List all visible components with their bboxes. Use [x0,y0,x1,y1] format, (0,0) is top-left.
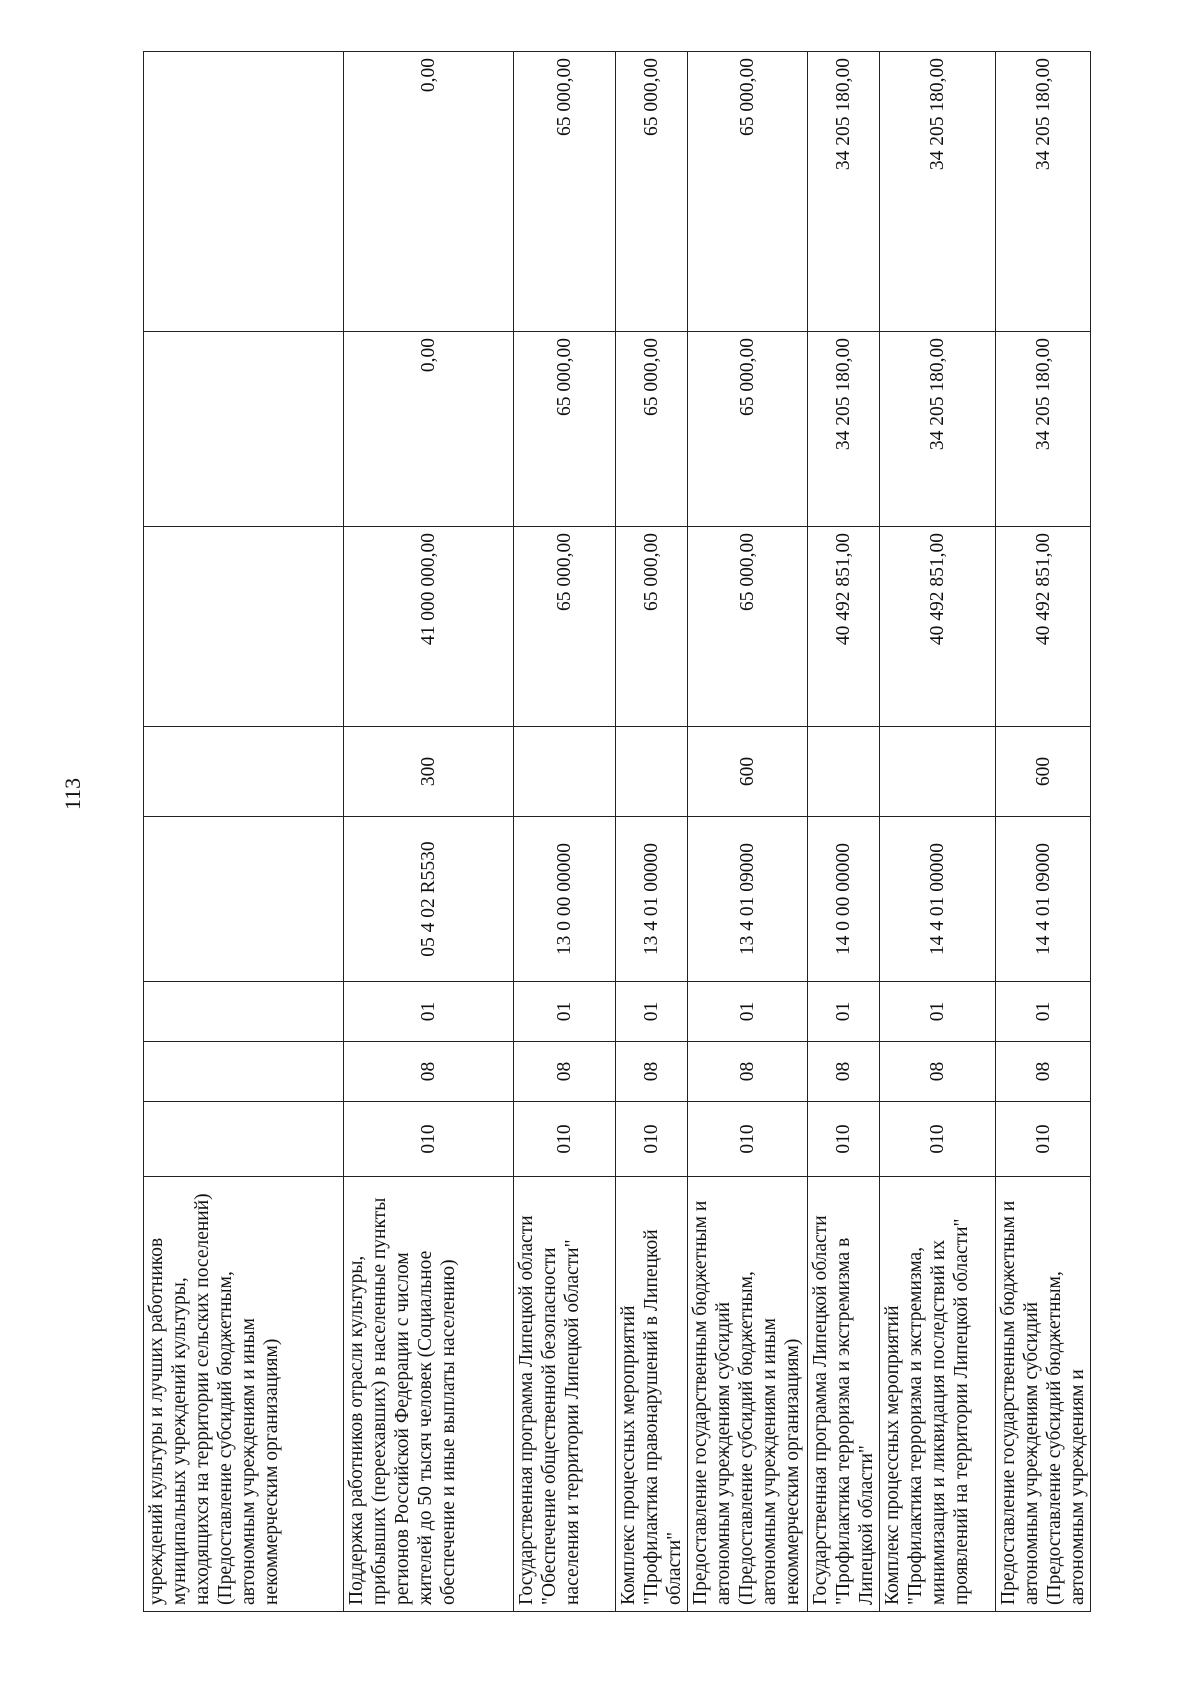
row-name-cell: Предоставление государственным бюджетным и автономным учреждениям субсидий (Предоставление субсидий бюджетным, автономным учреждениям и [996,1177,1091,1612]
amount-cell-2: 34 205 180,00 [880,332,996,527]
budget-table [143,51,1091,1612]
expense-type-cell: 300 [344,727,514,817]
expense-type-cell: 600 [688,727,808,817]
table-row [688,52,808,1612]
amount-cell-3: 65 000,00 [514,52,616,332]
expense-type-cell [144,727,344,817]
expense-type-cell: 600 [996,727,1091,817]
amount-cell-1: 65 000,00 [514,527,616,727]
ministry-code-cell: 010 [996,1102,1091,1177]
amount-cell-1: 40 492 851,00 [808,527,880,727]
amount-cell-2: 34 205 180,00 [808,332,880,527]
ministry-code-cell: 010 [514,1102,616,1177]
row-name-cell: Поддержка работников отрасли культуры, прибывших (переехавших) в населенные пункты регионов Российской Федерации с числом жителей до 50 тысяч человек (Социальное обеспечение и иные выплаты населению) [344,1177,514,1612]
page-number: 113 [60,777,85,810]
row-name-cell: Государственная программа Липецкой области "Обеспечение общественной безопасности населения и территории Липецкой области" [514,1177,616,1612]
amount-cell-3: 34 205 180,00 [996,52,1091,332]
target-article-cell: 13 0 00 00000 [514,817,616,982]
row-name-cell: учреждений культуры и лучших работников муниципальных учреждений культуры, находящихся на территории сельских поселений) (Предоставление субсидий бюджетным, автономным учреждениям и иным некоммерческим организациям) [144,1177,344,1612]
section-code-cell [144,1042,344,1102]
expense-type-cell [514,727,616,817]
amount-cell-2: 65 000,00 [514,332,616,527]
amount-cell-3: 34 205 180,00 [808,52,880,332]
amount-cell-1: 40 492 851,00 [996,527,1091,727]
section-code-cell: 08 [616,1042,688,1102]
table-row [344,52,514,1612]
expense-type-cell [808,727,880,817]
subsection-code-cell: 01 [514,982,616,1042]
row-name-cell: Предоставление государственным бюджетным и автономным учреждениям субсидий (Предоставление субсидий бюджетным, автономным учреждениям и иным некоммерческим организациям) [688,1177,808,1612]
amount-cell-1: 65 000,00 [688,527,808,727]
amount-cell-1: 65 000,00 [616,527,688,727]
ministry-code-cell: 010 [880,1102,996,1177]
target-article-cell: 14 4 01 09000 [996,817,1091,982]
subsection-code-cell: 01 [616,982,688,1042]
expense-type-cell [616,727,688,817]
target-article-cell: 05 4 02 R5530 [344,817,514,982]
rotated-page-content [143,52,1088,1612]
budget-table-body [144,52,1091,1612]
subsection-code-cell: 01 [996,982,1091,1042]
subsection-code-cell: 01 [808,982,880,1042]
table-row [616,52,688,1612]
table-row [880,52,996,1612]
amount-cell-2: 65 000,00 [616,332,688,527]
subsection-code-cell: 01 [880,982,996,1042]
target-article-cell: 13 4 01 00000 [616,817,688,982]
row-name-cell: Комплекс процессных мероприятий "Профилактика терроризма и экстремизма, минимизация и ликвидация последствий их проявлений на территории Липецкой области" [880,1177,996,1612]
row-name-cell: Государственная программа Липецкой области "Профилактика терроризма и экстремизма в Липецкой области" [808,1177,880,1612]
amount-cell-3 [144,52,344,332]
table-row [144,52,344,1612]
amount-cell-2: 34 205 180,00 [996,332,1091,527]
target-article-cell: 14 4 01 00000 [880,817,996,982]
subsection-code-cell: 01 [688,982,808,1042]
ministry-code-cell: 010 [688,1102,808,1177]
amount-cell-3: 65 000,00 [688,52,808,332]
amount-cell-3: 65 000,00 [616,52,688,332]
ministry-code-cell [144,1102,344,1177]
ministry-code-cell: 010 [808,1102,880,1177]
expense-type-cell [880,727,996,817]
section-code-cell: 08 [344,1042,514,1102]
ministry-code-cell: 010 [344,1102,514,1177]
table-row [996,52,1091,1612]
table-row [514,52,616,1612]
amount-cell-2: 0,00 [344,332,514,527]
section-code-cell: 08 [996,1042,1091,1102]
subsection-code-cell [144,982,344,1042]
target-article-cell [144,817,344,982]
ministry-code-cell: 010 [616,1102,688,1177]
amount-cell-3: 34 205 180,00 [880,52,996,332]
section-code-cell: 08 [880,1042,996,1102]
row-name-cell: Комплекс процессных мероприятий "Профилактика правонарушений в Липецкой области" [616,1177,688,1612]
section-code-cell: 08 [688,1042,808,1102]
section-code-cell: 08 [808,1042,880,1102]
section-code-cell: 08 [514,1042,616,1102]
amount-cell-1 [144,527,344,727]
amount-cell-1: 40 492 851,00 [880,527,996,727]
subsection-code-cell: 01 [344,982,514,1042]
table-row [808,52,880,1612]
target-article-cell: 13 4 01 09000 [688,817,808,982]
amount-cell-1: 41 000 000,00 [344,527,514,727]
target-article-cell: 14 0 00 00000 [808,817,880,982]
amount-cell-2 [144,332,344,527]
amount-cell-2: 65 000,00 [688,332,808,527]
amount-cell-3: 0,00 [344,52,514,332]
